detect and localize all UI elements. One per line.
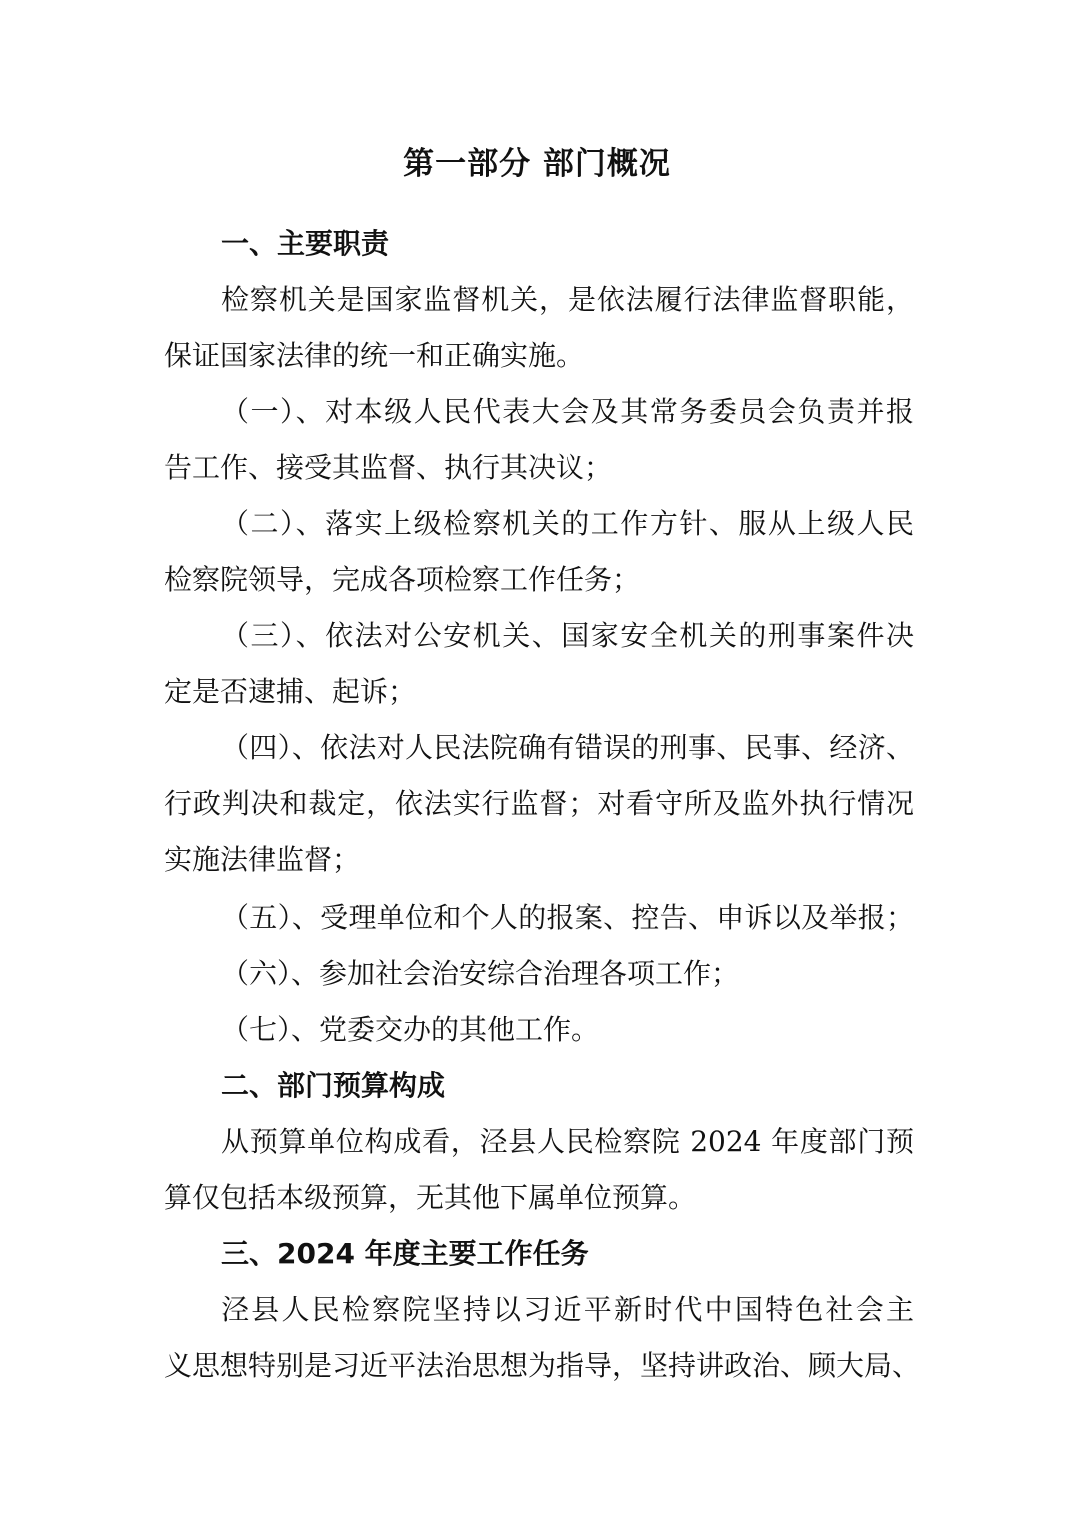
section-heading-budget-composition: 二、部门预算构成: [221, 1069, 446, 1102]
list-item-line: （七）、党委交办的其他工作。: [221, 1013, 600, 1046]
list-item-line: （三）、依法对公安机关、国家安全机关的刑事案件决: [221, 619, 914, 652]
list-item-line: 实施法律监督；: [164, 843, 361, 876]
list-item-line: （六）、参加社会治安综合治理各项工作；: [221, 957, 740, 990]
paragraph-line: 保证国家法律的统一和正确实施。: [164, 339, 585, 372]
list-item-line: 检察院领导，完成各项检察工作任务；: [164, 563, 641, 596]
list-item-line: （二）、落实上级检察机关的工作方针、服从上级人民: [221, 507, 914, 540]
section-heading-work-tasks: 三、2024 年度主要工作任务: [221, 1237, 589, 1270]
paragraph-line: 检察机关是国家监督机关，是依法履行法律监督职能，: [221, 283, 914, 316]
paragraph-line: 从预算单位构成看，泾县人民检察院 2024 年度部门预: [221, 1125, 914, 1158]
page-title: 第一部分 部门概况: [403, 146, 671, 182]
paragraph-line: 义思想特别是习近平法治思想为指导，坚持讲政治、顾大局、: [164, 1349, 921, 1382]
list-item-line: （一）、对本级人民代表大会及其常务委员会负责并报: [221, 395, 914, 428]
list-item-line: 行政判决和裁定，依法实行监督；对看守所及监外执行情况: [164, 787, 914, 820]
paragraph-line: 算仅包括本级预算，无其他下属单位预算。: [164, 1181, 697, 1214]
section-heading-responsibilities: 一、主要职责: [221, 227, 390, 260]
list-item-line: 定是否逮捕、起诉；: [164, 675, 417, 708]
list-item-line: （五）、受理单位和个人的报案、控告、申诉以及举报；: [221, 901, 914, 934]
list-item-line: （四）、依法对人民法院确有错误的刑事、民事、经济、: [221, 731, 914, 764]
list-item-line: 告工作、接受其监督、执行其决议；: [164, 451, 613, 484]
paragraph-line: 泾县人民检察院坚持以习近平新时代中国特色社会主: [221, 1293, 914, 1326]
